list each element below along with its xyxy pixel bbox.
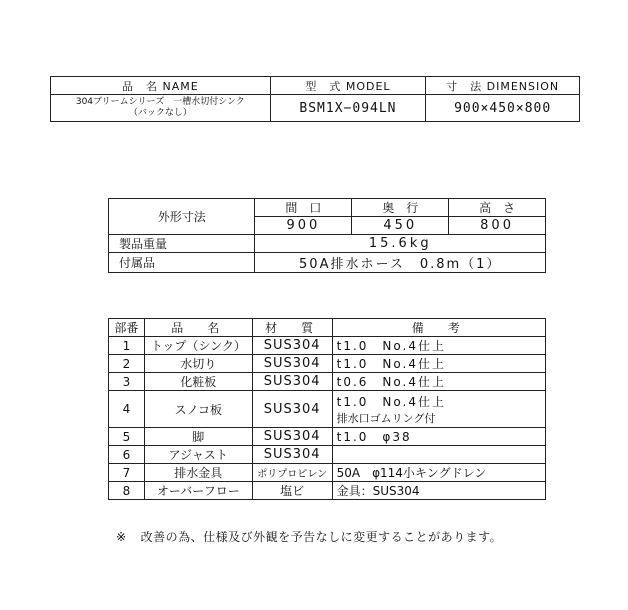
part-no: 8	[109, 482, 145, 500]
weight-label: 製品重量	[109, 235, 255, 253]
part-name: 化粧板	[144, 373, 252, 391]
parts-header-name: 品 名	[144, 319, 252, 337]
table-row	[109, 337, 546, 355]
width-value: 900	[255, 217, 352, 235]
product-header-table	[50, 76, 580, 122]
part-no: 3	[109, 373, 145, 391]
part-no: 4	[109, 391, 145, 428]
part-no: 5	[109, 428, 145, 446]
depth-value: 450	[352, 217, 449, 235]
part-material: SUS304	[252, 355, 332, 373]
table-row	[109, 428, 546, 446]
part-material: SUS304	[252, 391, 332, 428]
parts-header-remarks: 備 考	[332, 319, 545, 337]
part-material: SUS304	[252, 337, 332, 355]
part-no: 1	[109, 337, 145, 355]
note-mark: ※	[116, 530, 127, 544]
depth-label: 奥 行	[352, 199, 449, 217]
part-material: SUS304	[252, 373, 332, 391]
part-name: 排水金具	[144, 464, 252, 482]
dimension-value: 900×450×800	[426, 95, 580, 122]
table-row	[109, 391, 546, 428]
part-remarks: 50A φ114小キングドレン	[332, 464, 545, 482]
part-name: 脚	[144, 428, 252, 446]
part-material: SUS304	[252, 428, 332, 446]
part-no: 7	[109, 464, 145, 482]
table-row	[109, 355, 546, 373]
part-name: 水切り	[144, 355, 252, 373]
part-no: 6	[109, 446, 145, 464]
parts-header-material: 材 質	[252, 319, 332, 337]
outer-dimension-label: 外形寸法	[109, 199, 255, 235]
table-row	[109, 373, 546, 391]
part-remarks-cell	[332, 391, 545, 428]
part-material: 塩ビ	[252, 482, 332, 500]
note-text: 改善の為、仕様及び外観を予告なしに変更することがあります。	[140, 530, 503, 544]
table-row	[109, 482, 546, 500]
part-remarks: t1.0 φ38	[332, 428, 545, 446]
model-column-header: 型 式 MODEL	[270, 77, 426, 95]
name-column-header: 品 名 NAME	[51, 77, 271, 95]
product-name-line1: 304ブリームシリーズ 一槽水切付シンク	[75, 97, 245, 107]
part-remarks-line2: 排水口ゴムリング付	[336, 411, 436, 425]
weight-value: 15.6kg	[255, 235, 546, 253]
parts-table	[108, 318, 546, 500]
part-name: トップ（シンク）	[144, 337, 252, 355]
part-material: SUS304	[252, 446, 332, 464]
disclaimer-note	[116, 528, 502, 545]
part-no: 2	[109, 355, 145, 373]
part-name: オーバーフロー	[144, 482, 252, 500]
height-value: 800	[449, 217, 546, 235]
part-remarks: t1.0 No.4仕上	[332, 337, 545, 355]
part-name: スノコ板	[144, 391, 252, 428]
model-value: BSM1X−094LN	[270, 95, 426, 122]
part-remarks	[332, 446, 545, 464]
spec-table	[108, 198, 546, 273]
part-remarks: t1.0 No.4仕上	[336, 394, 446, 409]
part-name: アジャスト	[144, 446, 252, 464]
part-remarks: 金具：SUS304	[332, 482, 545, 500]
product-name-cell	[51, 95, 271, 122]
dimension-column-header: 寸 法 DIMENSION	[426, 77, 580, 95]
table-row	[109, 464, 546, 482]
part-remarks: t0.6 No.4仕上	[332, 373, 545, 391]
accessory-value: 50A排水ホース 0.8m（1）	[255, 253, 546, 273]
part-material: ポリプロピレン	[252, 464, 332, 482]
width-label: 間 口	[255, 199, 352, 217]
product-name-line2: （バックなし）	[128, 108, 192, 118]
height-label: 高 さ	[449, 199, 546, 217]
part-remarks: t1.0 No.4仕上	[332, 355, 545, 373]
parts-header-no: 部番	[109, 319, 145, 337]
table-row	[109, 446, 546, 464]
accessory-label: 付属品	[109, 253, 255, 273]
